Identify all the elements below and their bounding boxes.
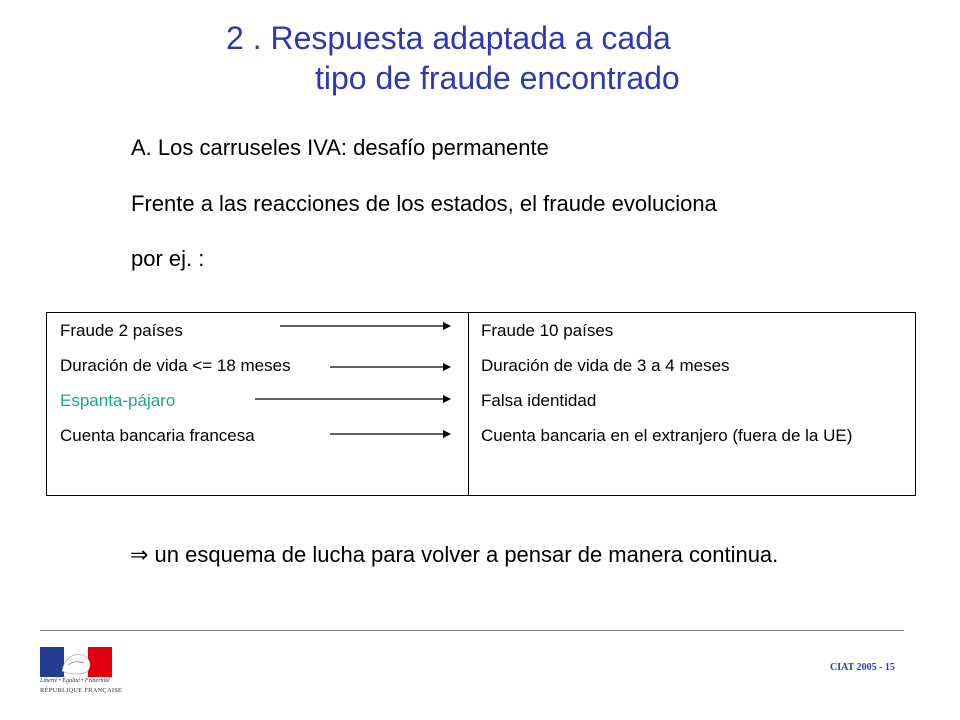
after-item: Cuenta bancaria en el extranjero (fuera de la UE) <box>481 426 853 445</box>
after-column <box>481 319 906 459</box>
marianne-flag-icon <box>40 647 112 677</box>
after-item: Fraude 10 países <box>481 321 614 340</box>
before-column <box>60 319 460 459</box>
logo-name: RÉPUBLIQUE FRANÇAISE <box>40 687 123 694</box>
before-item: Duración de vida <= 18 meses <box>60 356 291 375</box>
implies-icon: ⇒ <box>130 542 149 567</box>
before-item: Cuenta bancaria francesa <box>60 426 255 445</box>
comparison-table <box>46 312 916 496</box>
before-item: Espanta-pájaro <box>60 391 176 410</box>
footer-divider <box>40 630 904 631</box>
evolution-text: Frente a las reacciones de los estados, el fraude evoluciona <box>131 191 717 216</box>
republique-logo <box>40 647 123 699</box>
conclusion <box>66 540 826 569</box>
slide-code: CIAT 2005 - 15 <box>830 662 895 673</box>
after-item: Duración de vida de 3 a 4 meses <box>481 356 730 375</box>
after-item: Falsa identidad <box>481 391 597 410</box>
conclusion-text: un esquema de lucha para volver a pensar de manera continua. <box>148 542 779 567</box>
table-divider <box>468 313 469 495</box>
title-line-2: tipo de fraude encontrado <box>315 60 680 96</box>
slide-title <box>0 18 960 98</box>
title-line-1: 2 . Respuesta adaptada a cada <box>226 20 671 56</box>
example-label: por ej. : <box>131 246 205 271</box>
item-a-text: A. Los carruseles IVA: desafío permanente <box>131 135 549 160</box>
logo-motto: Liberté • Égalité • Fraternité <box>40 678 110 684</box>
before-item: Fraude 2 países <box>60 321 183 340</box>
